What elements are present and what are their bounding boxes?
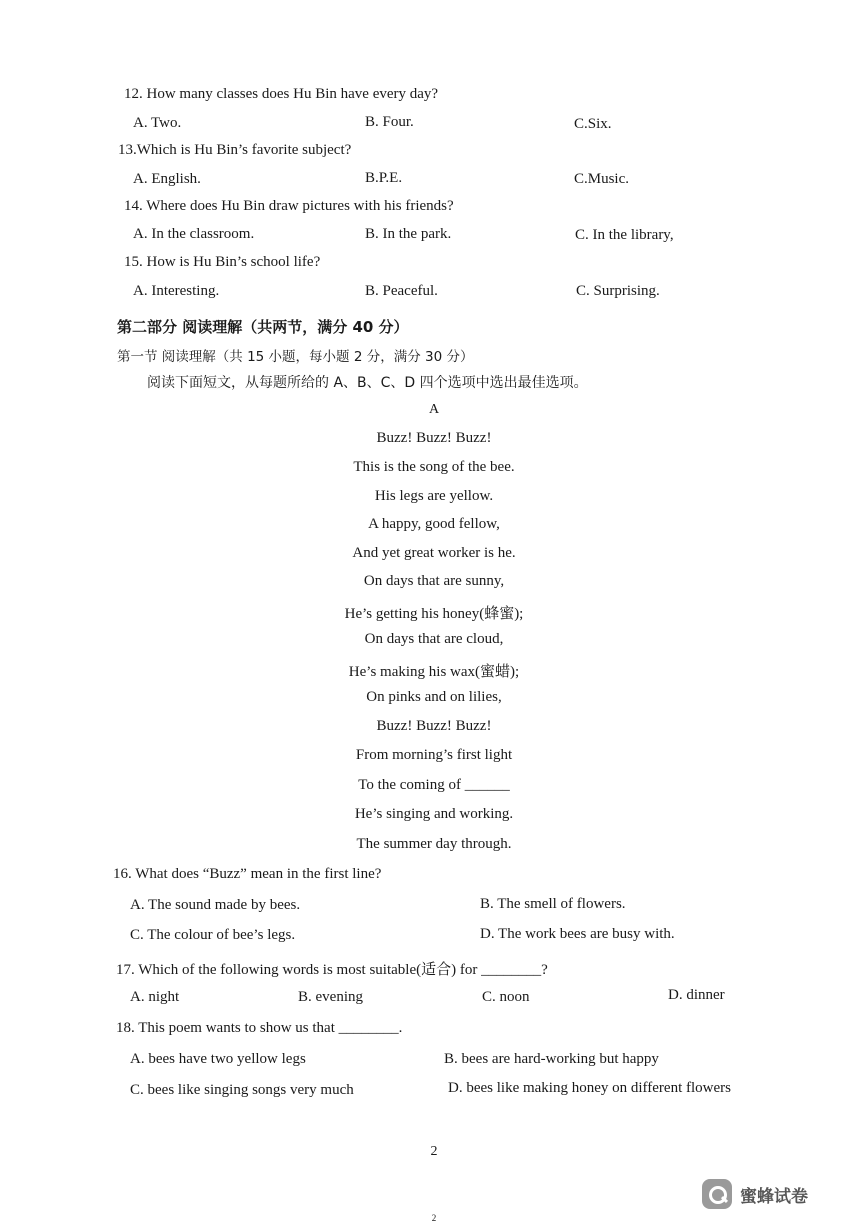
poem-line: On days that are sunny, xyxy=(363,573,505,589)
part-2-title: 第二部分 阅读理解（共两节，满分 40 分） xyxy=(117,318,409,336)
question-16-option-a: A. The sound made by bees. xyxy=(130,897,301,913)
question-17-stem: 17. Which of the following words is most suitable(适合) for ________? xyxy=(116,962,548,978)
question-17-option-a: A. night xyxy=(130,989,180,1005)
poem-line: He’s making his wax(蜜蜡); xyxy=(348,664,520,680)
poem-line: On days that are cloud, xyxy=(364,631,504,647)
question-12-option-c: C.Six. xyxy=(574,116,612,132)
section-1-heading: 第一节 阅读理解（共 15 小题，每小题 2 分，满分 30 分） xyxy=(117,349,474,365)
question-16-option-d: D. The work bees are busy with. xyxy=(480,926,675,942)
question-13-option-c: C.Music. xyxy=(574,171,630,187)
question-14-stem: 14. Where does Hu Bin draw pictures with his friends? xyxy=(124,198,454,214)
question-12-stem: 12. How many classes does Hu Bin have every day? xyxy=(124,86,439,102)
poem-line: A happy, good fellow, xyxy=(368,516,500,532)
question-17-option-c: C. noon xyxy=(482,989,530,1005)
watermark xyxy=(702,1179,808,1209)
watermark-text: 蜜蜂试卷 xyxy=(740,1186,808,1207)
poem-line: His legs are yellow. xyxy=(374,488,494,504)
question-15-option-a: A. Interesting. xyxy=(133,283,220,299)
question-17-option-b: B. evening xyxy=(298,989,363,1005)
question-18-option-c: C. bees like singing songs very much xyxy=(130,1082,354,1098)
reading-instruction: 阅读下面短文，从每题所给的 A、B、C、D 四个选项中选出最佳选项。 xyxy=(147,375,588,391)
question-16-option-c: C. The colour of bee’s legs. xyxy=(130,927,296,943)
question-18-option-d: D. bees like making honey on different flowers xyxy=(448,1080,731,1096)
poem-line: He’s singing and working. xyxy=(354,806,514,822)
question-14-option-c: C. In the library, xyxy=(575,227,674,243)
question-15-option-b: B. Peaceful. xyxy=(365,283,438,299)
poem-line: He’s getting his honey(蜂蜜); xyxy=(344,606,524,622)
question-17-option-d: D. dinner xyxy=(668,987,725,1003)
question-13-option-a: A. English. xyxy=(133,171,201,187)
question-14-option-a: A. In the classroom. xyxy=(133,226,255,242)
search-magnifier-icon xyxy=(702,1179,732,1209)
question-18-stem: 18. This poem wants to show us that ________. xyxy=(116,1020,403,1036)
passage-label: A xyxy=(428,402,440,417)
question-13-option-b: B.P.E. xyxy=(365,170,403,186)
poem-line: Buzz! Buzz! Buzz! xyxy=(376,718,492,734)
question-18-option-b: B. bees are hard-working but happy xyxy=(444,1051,659,1067)
question-15-option-c: C. Surprising. xyxy=(576,283,660,299)
poem-line: On pinks and on lilies, xyxy=(366,689,502,705)
question-14-option-b: B. In the park. xyxy=(365,226,452,242)
poem-line: The summer day through. xyxy=(356,836,512,852)
question-16-stem: 16. What does “Buzz” mean in the first line? xyxy=(113,866,382,882)
question-13-stem: 13.Which is Hu Bin’s favorite subject? xyxy=(118,142,352,158)
poem-line: From morning’s first light xyxy=(355,747,513,763)
poem-line: To the coming of ______ xyxy=(358,777,510,793)
question-18-option-a: A. bees have two yellow legs xyxy=(130,1051,306,1067)
question-12-option-b: B. Four. xyxy=(365,114,414,130)
page-number-small: 2 xyxy=(431,1213,437,1223)
poem-line: This is the song of the bee. xyxy=(353,459,515,475)
page-number: 2 xyxy=(430,1144,438,1159)
question-12-option-a: A. Two. xyxy=(133,115,182,131)
poem-line: And yet great worker is he. xyxy=(352,545,516,561)
poem-line: Buzz! Buzz! Buzz! xyxy=(376,430,492,446)
question-16-option-b: B. The smell of flowers. xyxy=(480,896,626,912)
question-15-stem: 15. How is Hu Bin’s school life? xyxy=(124,254,321,270)
